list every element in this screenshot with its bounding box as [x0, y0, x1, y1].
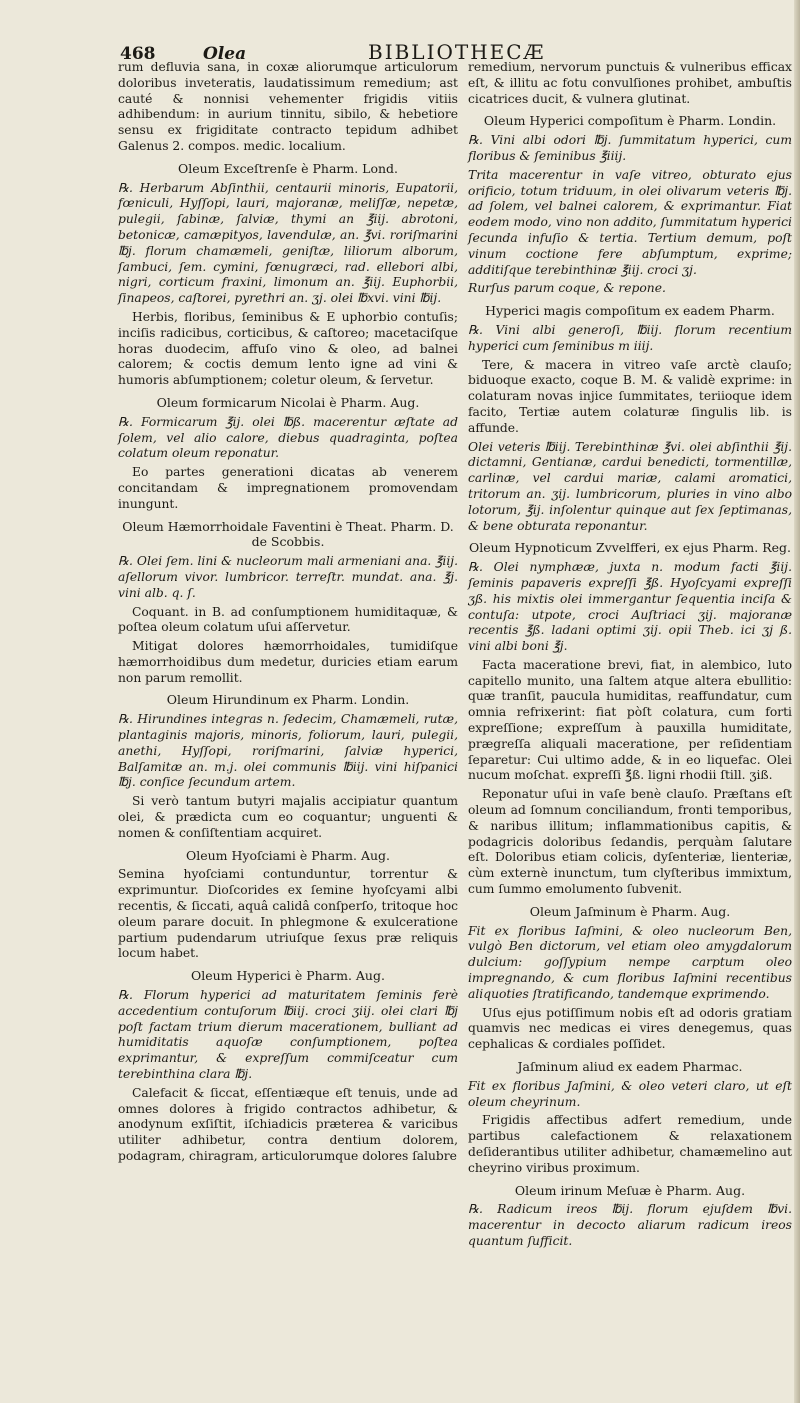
paragraph: ℞. Olei nymphææ, juxta n. modum facti ℥iij. ſeminis papaveris expreſſi ℥ß. Hyoſcyami expreſſi ʒß. his mixtis olei immergantur ſequentia inciſa & contuſa: utpote, croci Auſtriaci ʒij. majoranæ recentis ℥ß. ladani optimi ʒij. opii Theb. ici ʒj ß. vini albi boni ℥j. [468, 560, 792, 654]
page-number: 468 [120, 44, 156, 64]
paragraph: ℞. Radicum ireos ℔ij. florum ejuſdem ℔vi. macerentur in decocto aliarum radicum ireos quantum ſufficit. [468, 1202, 792, 1248]
paragraph: Semina hyoſciami contunduntur, torrentur & exprimuntur. Dioſcorides ex ſemine hyoſcyami albi recentis, & ſiccati, aquâ calidâ conſperſo, tritoque hoc oleum parare docuit. In phlegmone & exulceratione partium pudendarum utriuſque ſexus præ reliquis locum habet. [118, 867, 458, 961]
paragraph: Frigidis affectibus adfert remedium, unde partibus calefactionem & relaxationem deſiderantibus utiliter adhibetur, chamæmelino aut cheyrino viribus proximum. [468, 1113, 792, 1175]
paragraph: ℞. Herbarum Abſinthii, centaurii minoris, Eupatorii, fœniculi, Hyſſopi, lauri, majoranæ, meliſſæ, nepetæ, pulegii, ſabinæ, ſalviæ, thymi an ℥iij. abrotoni, betonicæ, camæpityos, lavendulæ, an. ℥vi. roriſmarini ℔j. florum chamæmeli, geniſtæ, liliorum alborum, ſambuci, ſem. cymini, fœnugræci, rad. ellebori albi, nigri, corticum fraxini, limonum an. ℥iij. Euphorbii, ſinapeos, caſtorei, pyrethri an. ʒj. olei ℔xvi. vini ℔ij. [118, 180, 458, 306]
recipe-heading: Jaſminum aliud ex eadem Pharmac. [517, 1059, 743, 1075]
paragraph: Facta maceratione brevi, fiat, in alembico, luto capitello munito, una ſaltem atque altera ebullitio: quæ tranſit, paucula humiditas, reaffundatur, cum omnia refrixerint: fiat pòſt colatura, cum forti expreſſione; expreſſum à pauxilla humiditate, prægreſſa aliquali maceratione, per reſidentiam ſeparetur: Cui ultimo adde, & in eo liquefac. Olei nucum moſchat. expreſſi ℥ß. ligni rhodii ſtill. ʒiß. [468, 657, 792, 783]
paragraph: Reponatur uſui in vaſe benè clauſo. Præſtans eſt oleum ad ſomnum conciliandum, fronti temporibus, & naribus illitum; inflammationibus capitis, & podagricis doloribus ſedandis, perquàm ſalutare eſt. Doloribus etiam colicis, dyſenteriæ, lienteriæ, cùm externè inunctum, tum clyſteribus immixtum, cum ſummo emolumento ſubvenit. [468, 787, 792, 897]
paragraph: Mitigat dolores hæmorrhoidales, tumidiſque hæmorrhoidibus dum medetur, duricies etiam earum non parum remollit. [118, 639, 458, 685]
paragraph: Calefacit & ſiccat, eſſentiæque eſt tenuis, unde ad omnes dolores à frigido contractos adhibetur, & anodynum exſiſtit, iſchiadicis præterea & varicibus utiliter adhibetur, contra dentium dolorem, podagram, chiragram, articulorumque dolores ſalubre [118, 1085, 458, 1163]
paragraph: rum defluvia sana, in coxæ aliorumque articulorum doloribus inveteratis, laudatissimum remedium; ast cauté & nonnisi vehementer frigidis vitiis adhibendum: in aurium tinnitu, sibilo, & hebetiore sensu ex frigiditate contracto tepidum adhibet Galenus 2. compos. medic. localium. [118, 60, 458, 153]
paragraph: ℞. Vini albi odori ℔j. ſummitatum hyperici, cum floribus & ſeminibus ℥iiij. [468, 133, 792, 163]
paragraph: Coquant. in B. ad conſumptionem humiditaquæ, & poſtea oleum colatum uſui aſſervetur. [118, 604, 458, 635]
paragraph: Rurſus parum coque, & repone. [468, 281, 666, 296]
recipe-heading: Oleum Hyperici è Pharm. Aug. [191, 968, 385, 984]
paragraph: Herbis, floribus, ſeminibus & E uphorbio contuſis; inciſis radicibus, corticibus, & caſtoreo; macetaciſque horas duodecim, affuſo vino & oleo, ad balnei calorem; & coctis demum lento igne ad vini & humoris abſumptionem; coletur oleum, & ſervetur. [118, 309, 458, 388]
recipe-heading: Oleum Exceſtrenſe è Pharm. Lond. [177, 160, 399, 176]
running-title: Olea [203, 44, 247, 64]
recipe-heading: Oleum Jaſminum è Pharm. Aug. [529, 903, 731, 919]
page-edge [794, 0, 800, 1403]
paragraph: ℞. Formicarum ℥ij. olei ℔ß. macerentur æſtate ad ſolem, vel alio calore, diebus quadraginta, poſtea colatum oleum reponatur. [118, 414, 458, 461]
recipe-heading: Oleum Hæmorrhoidale Faventini è Theat. Pharm. D. de Scobbis. [122, 518, 454, 550]
paragraph: Fit ex floribus Iaſmini, & oleo nucleorum Ben, vulgò Ben dictorum, vel etiam oleo amygdalorum dulcium: goſſypium nempe carptum oleo impregnando, & cum floribus Iaſmini recentibus aliquoties ſtratificando, tandemque exprimendo. [468, 923, 792, 1001]
paragraph: Olei veteris ℔iij. Terebinthinæ ℥vi. olei abſinthii ℥ij. dictamni, Gentianæ, cardui benedicti, tormentillæ, carlinæ, vel cardui mariæ, calami aromatici, tritorum an. ʒij. lumbricorum, pluries in vino albo lotorum, ℥ij. inſolentur quinque aut ſex ſeptimanas, & bene obturata reponantur. [468, 439, 792, 533]
paragraph: ℞. Vini albi generoſi, ℔iij. florum recentium hyperici cum ſeminibus m iiij. [468, 322, 792, 353]
right-column [468, 60, 792, 1253]
paragraph: Tere, & macera in vitreo vaſe arctè clauſo; biduoque exactо, coque B. M. & validè exprime: in colaturam novas injice ſummitates, teriioque idem facito, Tertiæ autem colaturæ ſingulis lib. is affunde. [468, 357, 792, 435]
paragraph: Eo partes generationi dicatas ab venerem concitandam & impregnationem promovendam inungunt. [118, 465, 458, 511]
paragraph: Si verò tantum butyri majalis accipiatur quantum olei, & prædicta cum eo coquantur; unguenti & nomen & conſiſtentiam acquiret. [118, 794, 458, 840]
recipe-heading: Oleum irinum Meſuæ è Pharm. Aug. [514, 1182, 746, 1198]
recipe-heading: Hyperici magis compoſitum ex eadem Pharm. [485, 303, 775, 319]
paragraph: ℞. Hirundines integras n. ſedecim, Chamæmeli, rutæ, plantaginis majoris, minoris, foliorum, lauri, pulegii, anethi, Hyſſopi, roriſmarini, ſalviæ hyperici, Balſamitæ an. m.j. olei communis ℔iij. vini hiſpanici ℔j. conſice ſecundum artem. [118, 712, 458, 790]
section-title: BIBLIOTHECÆ [368, 40, 546, 64]
recipe-heading: Oleum formicarum Nicolai è Pharm. Aug. [156, 394, 420, 410]
paragraph: remedium, nervorum punctuis & vulneribus efficax eſt, & illitu ac fotu convulſiones prohibet, ambuſtis cicatrices ducit, & vulnera glutinat. [468, 60, 792, 106]
paragraph: ℞. Olei ſem. lini & nucleorum mali armeniani ana. ℥iij. aſellorum vivor. lumbricor. terreſtr. mundat. ana. ℥j. vini alb. q. ſ. [118, 554, 458, 600]
recipe-heading: Oleum Hypnoticum Zvvelfferi, ex ejus Pharm. Reg. [469, 540, 791, 556]
paragraph: Uſus ejus potiſſimum nobis eſt ad odoris gratiam quamvis nec medicas ei vires denegemus, quas cephalicas & cordiales poſſidet. [468, 1005, 792, 1052]
recipe-heading: Oleum Hyperici compoſitum è Pharm. Londin. [483, 113, 777, 129]
recipe-heading: Oleum Hyoſciami è Pharm. Aug. [185, 847, 391, 863]
left-column [118, 60, 458, 1168]
recipe-heading: Oleum Hirundinum ex Pharm. Londin. [166, 692, 410, 708]
paragraph: Trita macerentur in vaſe vitreo, obturato ejus orificio, totum triduum, in olei olivarum veteris ℔j. ad ſolem, vel balnei calorem, & exprimantur. Fiat eodem modo, vino non addito, ſummitatum hyperici ſecunda infuſio & tertia. Tertium demum, poſt vinum coctione fere abſumptum, exprime; additiſque terebinthinæ ℥iij. croci ʒj. [468, 167, 792, 277]
paragraph: Fit ex floribus Jaſmini, & oleo veteri claro, ut eſt oleum cheyrinum. [468, 1078, 792, 1109]
paragraph: ℞. Florum hyperici ad maturitatem ſeminis ferè accedentium contuſorum ℔iij. croci ʒiij. olei clari ℔j poſt factam trium dierum macerationem, bulliant ad humiditatis aquoſæ conſumptionem, poſtea exprimantur, & expreſſum commiſceatur cum terebinthina clara ℔j. [118, 988, 458, 1082]
